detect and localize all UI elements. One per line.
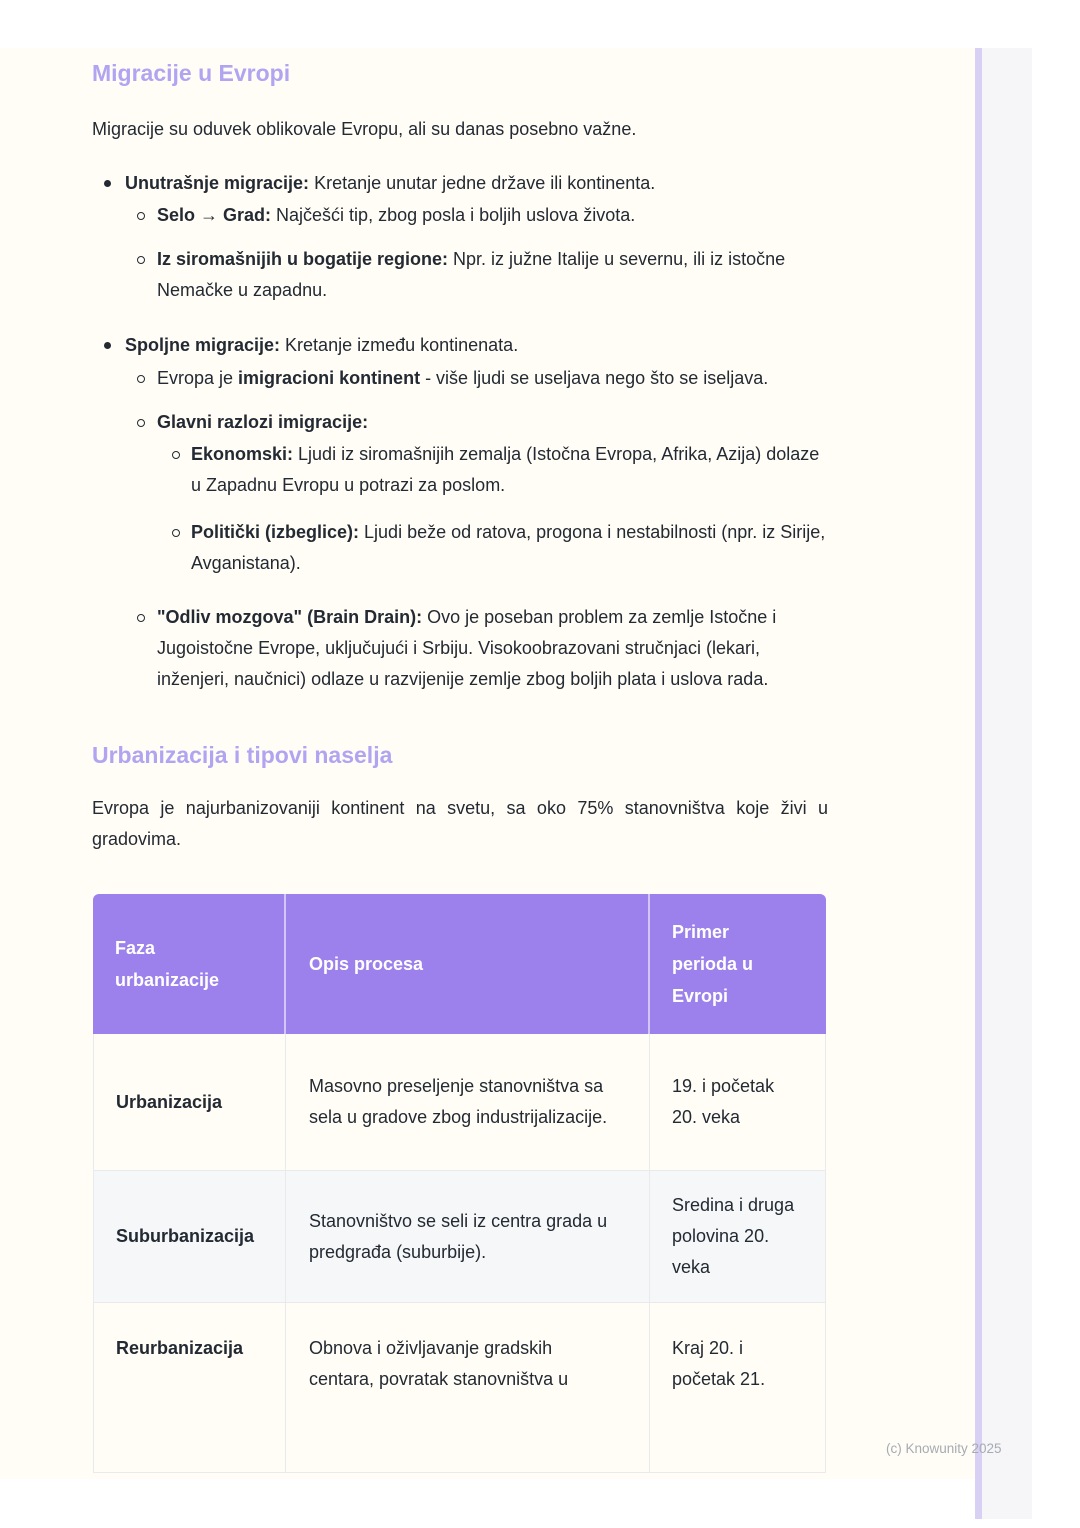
table-row-reurbanizacija [93,1303,826,1473]
bullet-circle-icon [172,451,180,459]
bullet-dot-icon [104,180,111,187]
list-item-imigracioni: Evropa je imigracioni kontinent - više ljudi se useljava nego što se iseljava. [92,363,828,394]
table-row-urbanizacija [93,1034,826,1171]
table-header-period: Primer perioda u Evropi [650,894,826,1034]
list-item-glavni-razlozi: Glavni razlozi imigracije: [92,407,828,438]
list-item-spoljne: Spoljne migracije: Kretanje između kontinenata. [92,330,828,361]
bullet-circle-icon [172,529,180,537]
bullet-circle-icon [137,614,145,622]
cell-period: 19. i početak 20. veka [650,1034,826,1171]
list-item-ekonomski: Ekonomski: Ljudi iz siromašnijih zemalja (Istočna Evropa, Afrika, Azija) dolaze u Zapadnu Evropu u potrazi za poslom. [92,439,828,501]
paragraph-migracije-intro: Migracije su oduvek oblikovale Evropu, ali su danas posebno važne. [92,119,637,139]
table-row-suburbanizacija [93,1171,826,1303]
watermark: (c) Knowunity 2025 [886,1441,1002,1456]
document-content [92,58,828,1473]
list-item-siromasniji: Iz siromašnijih u bogatije regione: Npr. iz južne Italije u severnu, ili iz istočne Nemačke u zapadnu. [92,244,828,306]
bullet-circle-icon [137,375,145,383]
table-header-faza: Faza urbanizacije [93,894,286,1034]
table-header-opis: Opis procesa [286,894,650,1034]
list-item-selo-grad: Selo → Grad: Najčešći tip, zbog posla i boljih uslova života. [92,200,828,231]
bullet-circle-icon [137,419,145,427]
list-item-politicki: Politički (izbeglice): Ljudi beže od ratova, progona i nestabilnosti (npr. iz Sirije, Avganistana). [92,517,828,579]
table-header-row [93,894,826,1034]
right-side-panel [982,48,1032,1519]
list-item-odliv-mozgova: "Odliv mozgova" (Brain Drain): Ovo je poseban problem za zemlje Istočne i Jugoistočne Evrope, uključujući i Srbiju. Visokoobrazovani stručnjaci (lekari, inženjeri, naučnici) odlaze u razvijenije zemlje zbog boljih plata i uslova rada. [92,602,828,695]
list-item-unutrasnje: Unutrašnje migracije: Kretanje unutar jedne države ili kontinenta. [92,168,828,199]
heading-urbanizacija: Urbanizacija i tipovi naselja [92,742,393,768]
urbanization-table [93,894,826,1473]
cell-faza: Suburbanizacija [93,1171,286,1303]
cell-period: Kraj 20. i početak 21. [650,1303,826,1473]
heading-migracije: Migracije u Evropi [92,60,291,86]
document-page [0,48,975,1479]
cell-period: Sredina i druga polovina 20. veka [650,1171,826,1303]
cell-faza: Reurbanizacija [93,1303,286,1473]
cell-opis: Masovno preseljenje stanovništva sa sela u gradove zbog industrijalizacije. [286,1034,650,1171]
paragraph-urbanizacija-intro: Evropa je najurbanizovaniji kontinent na svetu, sa oko 75% stanovništva koje živi u gradovima. [92,798,828,849]
cell-faza: Urbanizacija [93,1034,286,1171]
cell-opis: Obnova i oživljavanje gradskih centara, povratak stanovništva u [286,1303,650,1473]
scrollbar-strip[interactable] [975,48,982,1519]
cell-opis: Stanovništvo se seli iz centra grada u predgrađa (suburbije). [286,1171,650,1303]
bullet-dot-icon [104,342,111,349]
bullet-circle-icon [137,212,145,220]
bullet-circle-icon [137,256,145,264]
